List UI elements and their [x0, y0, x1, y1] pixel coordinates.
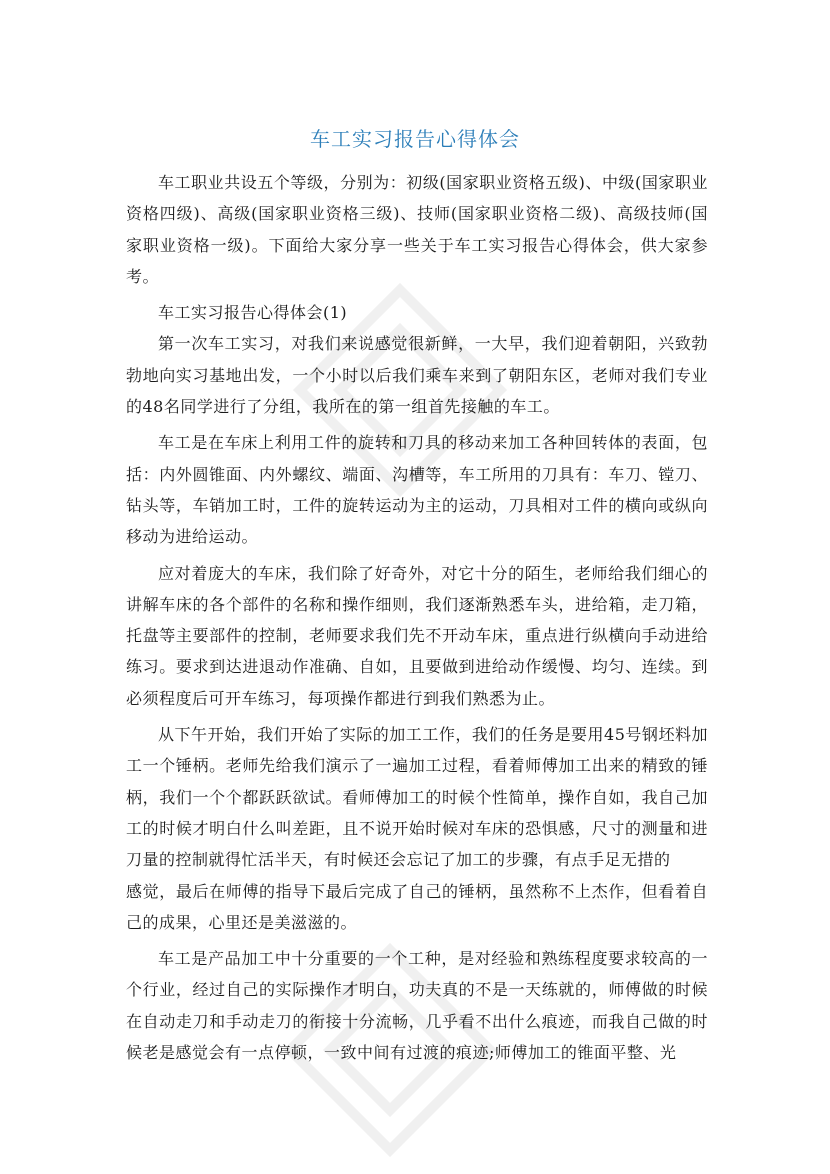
body-paragraph: 第一次车工实习，对我们来说感觉很新鲜，一大早，我们迎着朝阳，兴致勃勃地向实习基地出发，一个小时以后我们乘车来到了朝阳东区，老师对我们专业的48名同学进行了分组，我所在的第一组首先接触的车工。	[126, 334, 708, 417]
body-paragraph: 车工是在车床上利用工件的旋转和刀具的移动来加工各种回转体的表面，包括：内外圆锥面、内外螺纹、端面、沟槽等，车工所用的刀具有：车刀、镗刀、钻头等，车销加工时，工件的旋转运动为主的运动，刀具相对工件的横向或纵向移动为进给运动。	[126, 433, 708, 547]
intro-paragraph: 车工职业共设五个等级，分别为：初级(国家职业资格五级)、中级(国家职业资格四级)、高级(国家职业资格三级)、技师(国家职业资格二级)、高级技师(国家职业资格一级)。下面给大家分享一些关于车工实习报告心得体会，供大家参考。	[126, 173, 708, 286]
continuation-paragraph: 感觉，最后在师傅的指导下最后完成了自己的锤柄，虽然称不上杰作，但看着自己的成果，心里还是美滋滋的。	[126, 881, 708, 932]
document-body	[126, 167, 708, 1068]
page-title: 车工实习报告心得体会	[310, 127, 520, 151]
body-paragraph: 从下午开始，我们开始了实际的加工工作，我们的任务是要用45号钢坯料加工一个锤柄。老师先给我们演示了一遍加工过程，看着师傅加工出来的精致的锤柄，我们一个个都跃跃欲试。看师傅加工的时候个性简单，操作自如，我自己加工的时候才明白什么叫差距，且不说开始时候对车床的恐惧感，尺寸的测量和进刀量的控制就得忙活半天，有时候还会忘记了加工的步骤，有点手足无措的	[126, 725, 708, 870]
section-heading: 车工实习报告心得体会(1)	[158, 303, 348, 323]
body-paragraph: 应对着庞大的车床，我们除了好奇外，对它十分的陌生，老师给我们细心的讲解车床的各个部件的名称和操作细则，我们逐渐熟悉车头，进给箱，走刀箱，托盘等主要部件的控制，老师要求我们先不开动车床，重点进行纵横向手动进给练习。要求到达进退动作准确、自如，且要做到进给动作缓慢、均匀、连续。到必须程度后可开车练习，每项操作都进行到我们熟悉为止。	[126, 563, 708, 708]
body-paragraph: 车工是产品加工中十分重要的一个工种，是对经验和熟练程度要求较高的一个行业，经过自己的实际操作才明白，功夫真的不是一天练就的，师傅做的时候在自动走刀和手动走刀的衔接十分流畅，几乎看不出什么痕迹，而我自己做的时候老是感觉会有一点停顿，一致中间有过渡的痕迹;师傅加工的锥面平整、光	[126, 949, 708, 1063]
